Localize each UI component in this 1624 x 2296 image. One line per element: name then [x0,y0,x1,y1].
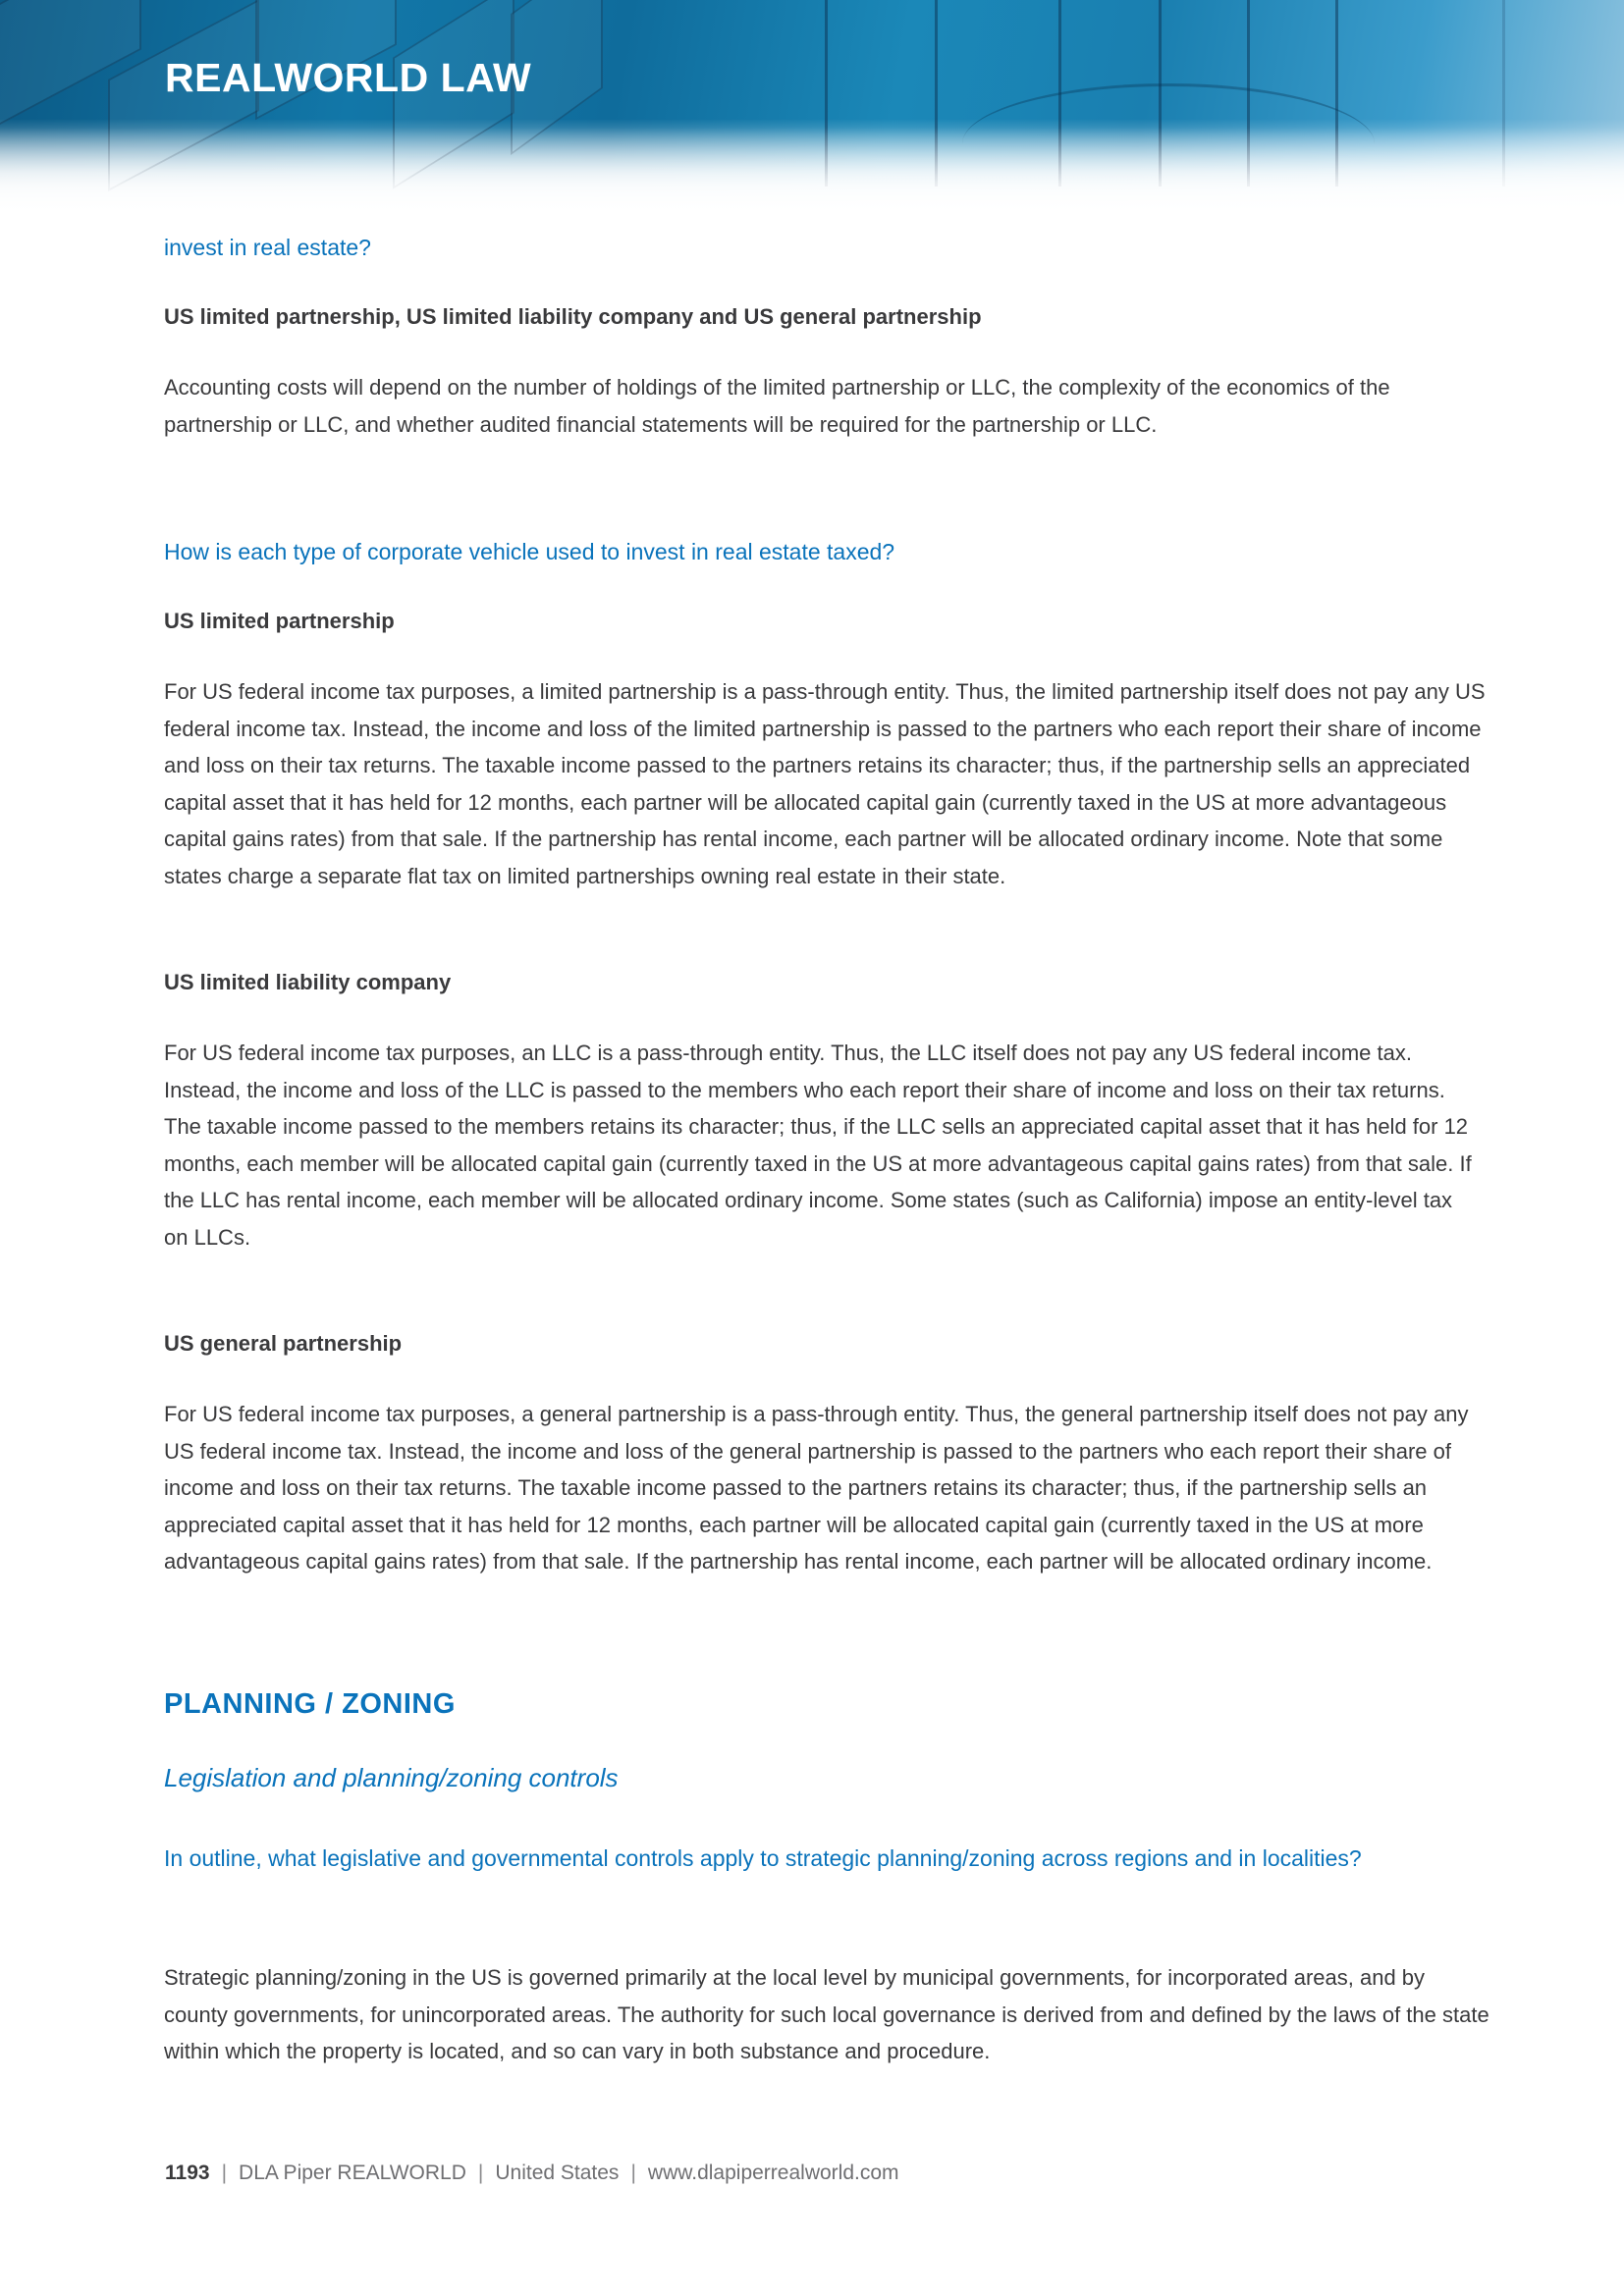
question-taxation: How is each type of corporate vehicle used to invest in real estate taxed? [164,539,895,564]
paragraph-llc: For US federal income tax purposes, an LLC is a pass-through entity. Thus, the LLC itself does not pay any US federal income tax. Instead, the income and loss of the LLC is passed to the members who each report their share of income and loss on their tax returns. The taxable income passed to the members retains its character; thus, if the LLC sells an appreciated capital asset that it has held for 12 months, each member will be allocated capital gain (currently taxed in the US at more advantageous capital gains rates) from that sale. If the LLC has rental income, each member will be allocated ordinary income. Some states (such as California) impose an entity-level tax on LLCs. [164,1041,1472,1250]
paragraph-strategic-planning: Strategic planning/zoning in the US is governed primarily at the local level by municipal governments, for incorporated areas, and by county governments, for unincorporated areas. The authority for such local governance is derived from and defined by the laws of the state within which the property is located, and so can vary in both substance and procedure. [164,1965,1489,2063]
question-outline-controls: In outline, what legislative and governmental controls apply to strategic planning/zoning across regions and in localities? [164,1845,1362,1871]
subheading-llc: US limited liability company [164,970,452,994]
footer-website-link[interactable]: www.dlapiperrealworld.com [647,2162,899,2184]
footer-publication: DLA Piper REALWORLD [239,2162,466,2184]
footer-separator: | [221,2162,228,2184]
paragraph-general-partnership: For US federal income tax purposes, a general partnership is a pass-through entity. Thus, the general partnership itself does not pay any US federal income tax. Instead, the income and loss of the general partnership is passed to the partners who each report their share of income and loss on their tax returns. The taxable income passed to the partners retains its character; thus, if the partnership sells an appreciated capital asset that it has held for 12 months, each partner will be allocated capital gain (currently taxed in the US at more advantageous capital gains rates) from that sale. If the partnership has rental income, each partner will be allocated ordinary income. [164,1402,1469,1574]
footer-separator: | [630,2162,636,2184]
page-footer [165,2162,899,2185]
brand-title: REALWORLD LAW [165,55,532,100]
page-number: 1193 [165,2162,210,2184]
paragraph-limited-partnership: For US federal income tax purposes, a limited partnership is a pass-through entity. Thus, the limited partnership itself does not pay any US federal income tax. Instead, the income and loss of the limited partnership is passed to the partners who each report their share of income and loss on their tax returns. The taxable income passed to the partners retains its character; thus, if the partnership sells an appreciated capital asset that it has held for 12 months, each partner will be allocated capital gain (currently taxed in the US at more advantageous capital gains rates) from that sale. If the partnership has rental income, each partner will be allocated ordinary income. Note that some states charge a separate flat tax on limited partnerships owning real estate in their state. [164,679,1486,888]
subheading-general-partnership: US general partnership [164,1331,403,1356]
question-continued: invest in real estate? [164,235,371,260]
header-banner [0,0,1624,216]
footer-country: United States [495,2162,620,2184]
subheading-all-vehicles: US limited partnership, US limited liability company and US general partnership [164,304,982,329]
section-heading-planning-zoning: PLANNING / ZONING [164,1688,456,1720]
paragraph-accounting-costs: Accounting costs will depend on the number of holdings of the limited partnership or LLC, the complexity of the economics of the partnership or LLC, and whether audited financial statements will be required for the partnership or LLC. [164,375,1390,437]
footer-separator: | [477,2162,484,2184]
subheading-limited-partnership: US limited partnership [164,609,395,633]
subsection-heading-legislation: Legislation and planning/zoning controls [164,1763,619,1792]
